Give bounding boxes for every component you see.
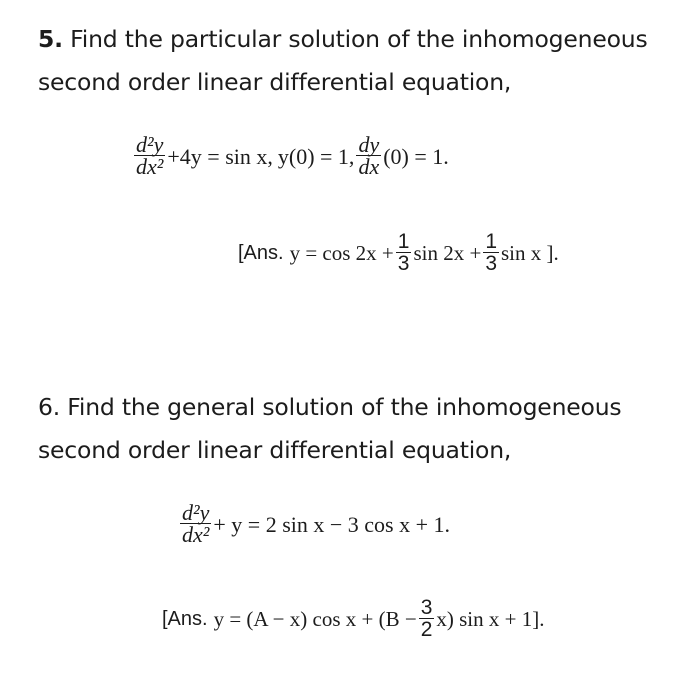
d2y-dx2-fraction: [134, 132, 165, 179]
question-6-answer: [162, 598, 544, 641]
equation-rest: + y = 2 sin x − 3 cos x + 1.: [213, 511, 451, 537]
fraction-numerator: d²y: [136, 132, 164, 157]
initial-condition-dy: (0) = 1.: [383, 143, 449, 169]
answer-label: [Ans.: [162, 608, 208, 630]
fraction-denominator: 3: [397, 252, 410, 275]
d2y-dx2-fraction: [180, 500, 211, 547]
question-6-text: [38, 386, 678, 472]
question-5-equation: [132, 132, 449, 179]
one-third-fraction: [483, 232, 499, 275]
equation-term: +4y = sin x,: [167, 143, 273, 169]
fraction-numerator: d²y: [182, 500, 210, 525]
fraction-denominator: 2: [420, 618, 433, 641]
question-6-line2: second order linear differential equation,: [38, 436, 512, 464]
three-halves-fraction: [419, 598, 435, 641]
fraction-numerator: 1: [485, 230, 497, 253]
answer-part-2: sin 2x +: [413, 241, 482, 265]
fraction-denominator: 3: [485, 252, 497, 275]
question-5-text: [38, 18, 678, 104]
question-5-line2: second order linear differential equation,: [38, 68, 512, 96]
answer-part-1: y = (A − x) cos x + (B −: [213, 607, 417, 631]
fraction-denominator: dx: [358, 154, 380, 179]
answer-part-3: sin x ].: [501, 241, 559, 265]
fraction-numerator: dy: [358, 132, 380, 157]
answer-part-2: x) sin x + 1].: [436, 607, 545, 631]
initial-condition-y: y(0) = 1,: [277, 143, 355, 169]
question-6-line1: Find the general solution of the inhomogeneous: [60, 393, 622, 421]
fraction-numerator: 1: [397, 230, 410, 253]
question-5-answer: [238, 232, 559, 275]
fraction-denominator: dx²: [136, 154, 164, 179]
fraction-denominator: dx²: [182, 522, 210, 547]
question-5-number: 5.: [38, 25, 63, 53]
question-6-number: 6.: [38, 393, 61, 421]
fraction-numerator: 3: [420, 596, 433, 619]
answer-part-1: y = cos 2x +: [289, 241, 394, 265]
answer-label: [Ans.: [238, 242, 284, 264]
question-5-line1: Find the particular solution of the inhomogeneous: [62, 25, 648, 53]
one-third-fraction: [396, 232, 412, 275]
dy-dx-fraction: [356, 132, 381, 179]
question-6-equation: [178, 500, 451, 547]
